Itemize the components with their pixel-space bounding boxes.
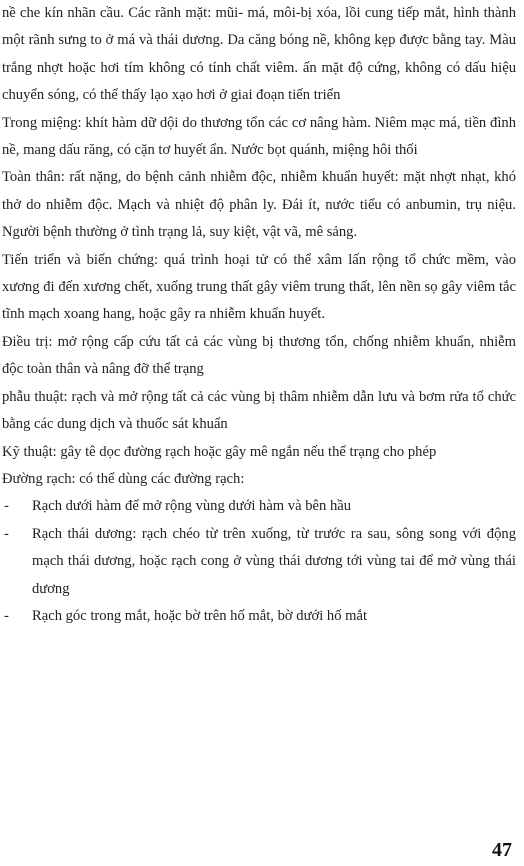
list-item [2,493,516,520]
paragraph-mouth: Trong miệng: khít hàm dữ dội do thương tổn các cơ nâng hàm. Niêm mạc má, tiền đình nề, mang dấu răng, có cặn tơ huyết ẩn. Nước bọt quánh, miệng hôi thối [2,114,516,159]
paragraph-complications: Tiến triển và biến chứng: quá trình hoại tử có thể xâm lấn rộng tổ chức mềm, vào xương đi đến xương chết, xuống trung thất gây viêm trung thất, lên nền sọ gây viêm tắc tĩnh mạch xoang hang, hoặc gây ra nhiễm khuẩn huyết. [2,251,516,323]
paragraph-surgery: phẫu thuật: rạch và mở rộng tất cả các vùng bị thâm nhiễm dẫn lưu và bơm rửa tổ chức bằng các dung dịch và thuốc sát khuẩn [2,388,516,433]
list-marker: - [4,607,9,624]
paragraph-technique: Kỹ thuật: gây tê dọc đường rạch hoặc gây mê ngắn nếu thể trạng cho phép [2,443,437,460]
list-item [2,521,516,603]
page-number: 47 [492,839,512,861]
paragraph-treatment: Điều trị: mở rộng cấp cứu tất cả các vùng bị thương tổn, chống nhiễm khuẩn, nhiễm độc toàn thân và nâng đỡ thể trạng [2,333,516,378]
paragraph-general: Toàn thân: rất nặng, do bệnh cảnh nhiễm độc, nhiễm khuẩn huyết: mặt nhợt nhạt, khó thở do nhiễm độc. Mạch và nhiệt độ phân ly. Đái ít, nước tiểu có anbumin, trụ niệu. Người bệnh thường ở tình trạng lả, suy kiệt, vật vã, mê sảng. [2,169,516,241]
list-marker: - [4,525,9,542]
list-item-text: Rạch dưới hàm để mở rộng vùng dưới hàm và bên hầu [32,498,352,515]
list-item [2,603,516,630]
list-item-text: Rạch góc trong mắt, hoặc bờ trên hố mắt, bờ dưới hố mắt [32,607,368,624]
paragraph-incisions: Đường rạch: có thể dùng các đường rạch: [2,470,245,487]
list-marker: - [4,498,9,515]
paragraph-continuation: nề che kín nhãn cầu. Các rãnh mặt: mũi- má, môi-bị xóa, lồi cung tiếp mắt, hình thành một rãnh sưng to ở má và thái dương. Da căng bóng nề, không kẹp được bằng tay. Màu trắng nhợt hoặc hơi tím không có tính chất viêm. ấn mặt độ cứng, không có dấu hiệu chuyển sóng, có thể thấy lạo xạo hơi ở giai đoạn tiến triển [2,5,516,104]
list-item-text: Rạch thái dương: rạch chéo từ trên xuống, từ trước ra sau, sông song với động mạch thái dương, hoặc rạch cong ở vùng thái dương tới vùng tai để mở vùng thái dương [32,525,516,597]
